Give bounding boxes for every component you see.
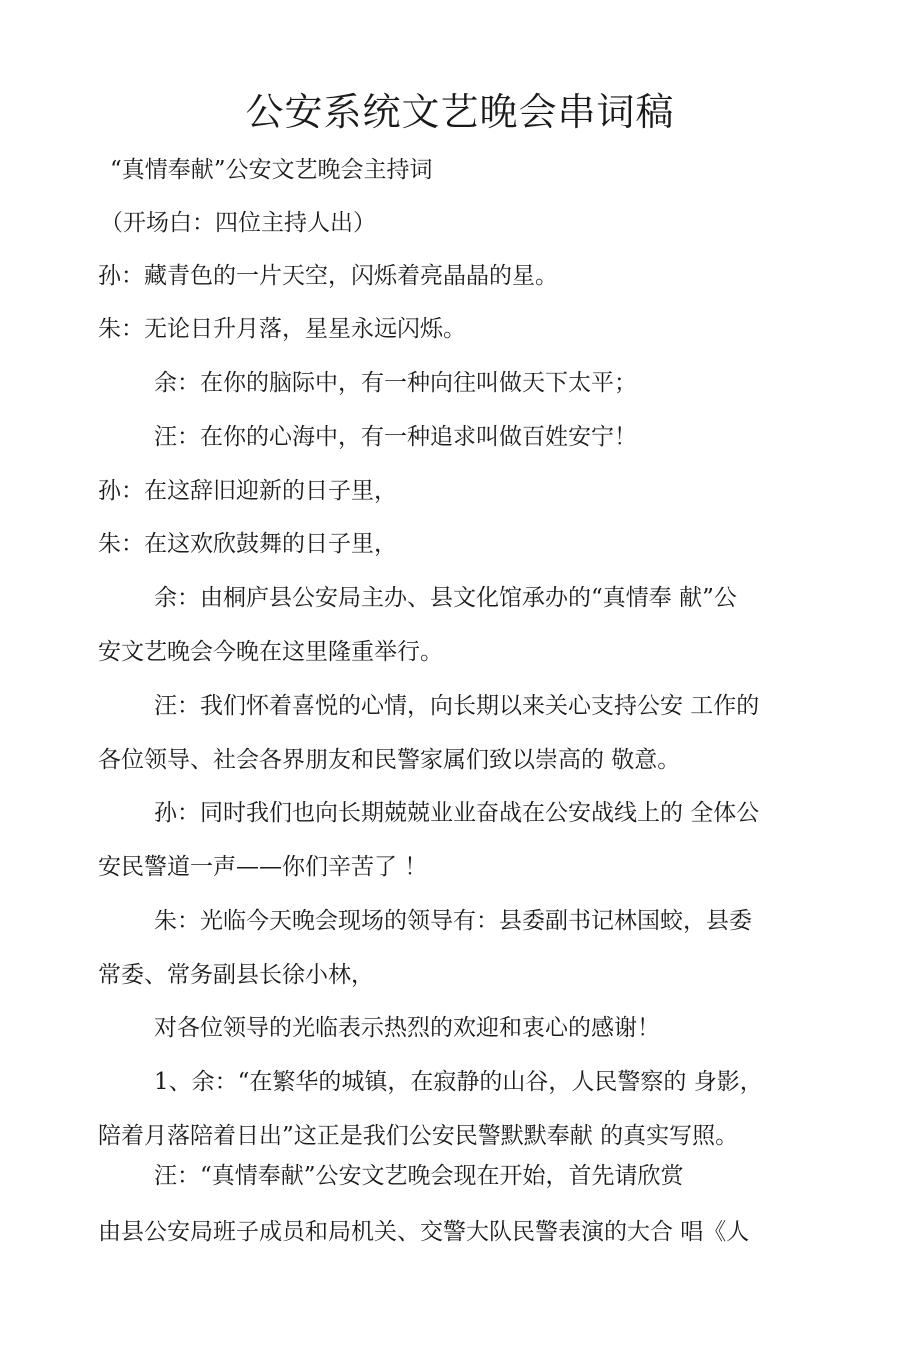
text-line: 汪：我们怀着喜悦的心情，向长期以来关心支持公安 工作的 — [154, 693, 760, 719]
text-line: “真情奉献”公安文艺晚会主持词 — [110, 157, 433, 183]
text-line: 由县公安局班子成员和局机关、交警大队民警表演的大合 唱《人 — [98, 1219, 750, 1245]
text-line: （开场白：四位主持人出） — [100, 210, 376, 236]
text-line: 孙：在这辞旧迎新的日子里， — [98, 478, 397, 504]
text-line: 1、余：“在繁华的城镇，在寂静的山谷，人民警察的 身影， — [154, 1069, 763, 1095]
text-line: 孙：同时我们也向长期兢兢业业奋战在公安战线上的 全体公 — [154, 800, 760, 826]
text-line: 常委、常务副县长徐小林， — [98, 962, 374, 988]
text-line: 余：在你的脑际中，有一种向往叫做天下太平； — [154, 370, 637, 396]
text-line: 汪：在你的心海中，有一种追求叫做百姓安宁！ — [154, 424, 637, 450]
text-line: 朱：光临今天晚会现场的领导有：县委副书记林国蛟，县委 — [154, 908, 752, 934]
text-line: 余：由桐庐县公安局主办、县文化馆承办的“真情奉 献”公 — [154, 585, 737, 611]
text-line: 汪：“真情奉献”公安文艺晚会现在开始，首先请欣赏 — [154, 1163, 684, 1189]
document-title: 公安系统文艺晚会串词稿 — [245, 90, 675, 134]
text-line: 安民警道一声——你们辛苦了 ！ — [98, 854, 428, 880]
text-line: 朱：无论日升月落，星星永远闪烁。 — [98, 316, 466, 342]
text-line: 朱：在这欢欣鼓舞的日子里， — [98, 531, 397, 557]
text-line: 对各位领导的光临表示热烈的欢迎和衷心的感谢！ — [154, 1015, 660, 1041]
text-line: 陪着月落陪着日出”这正是我们公安民警默默奉献 的真实写照。 — [98, 1123, 739, 1149]
text-line: 各位领导、社会各界朋友和民警家属们致以崇高的 敬意。 — [98, 747, 681, 773]
text-line: 安文艺晚会今晚在这里隆重举行。 — [98, 639, 443, 665]
text-line: 孙：藏青色的一片天空，闪烁着亮晶晶的星。 — [98, 263, 558, 289]
